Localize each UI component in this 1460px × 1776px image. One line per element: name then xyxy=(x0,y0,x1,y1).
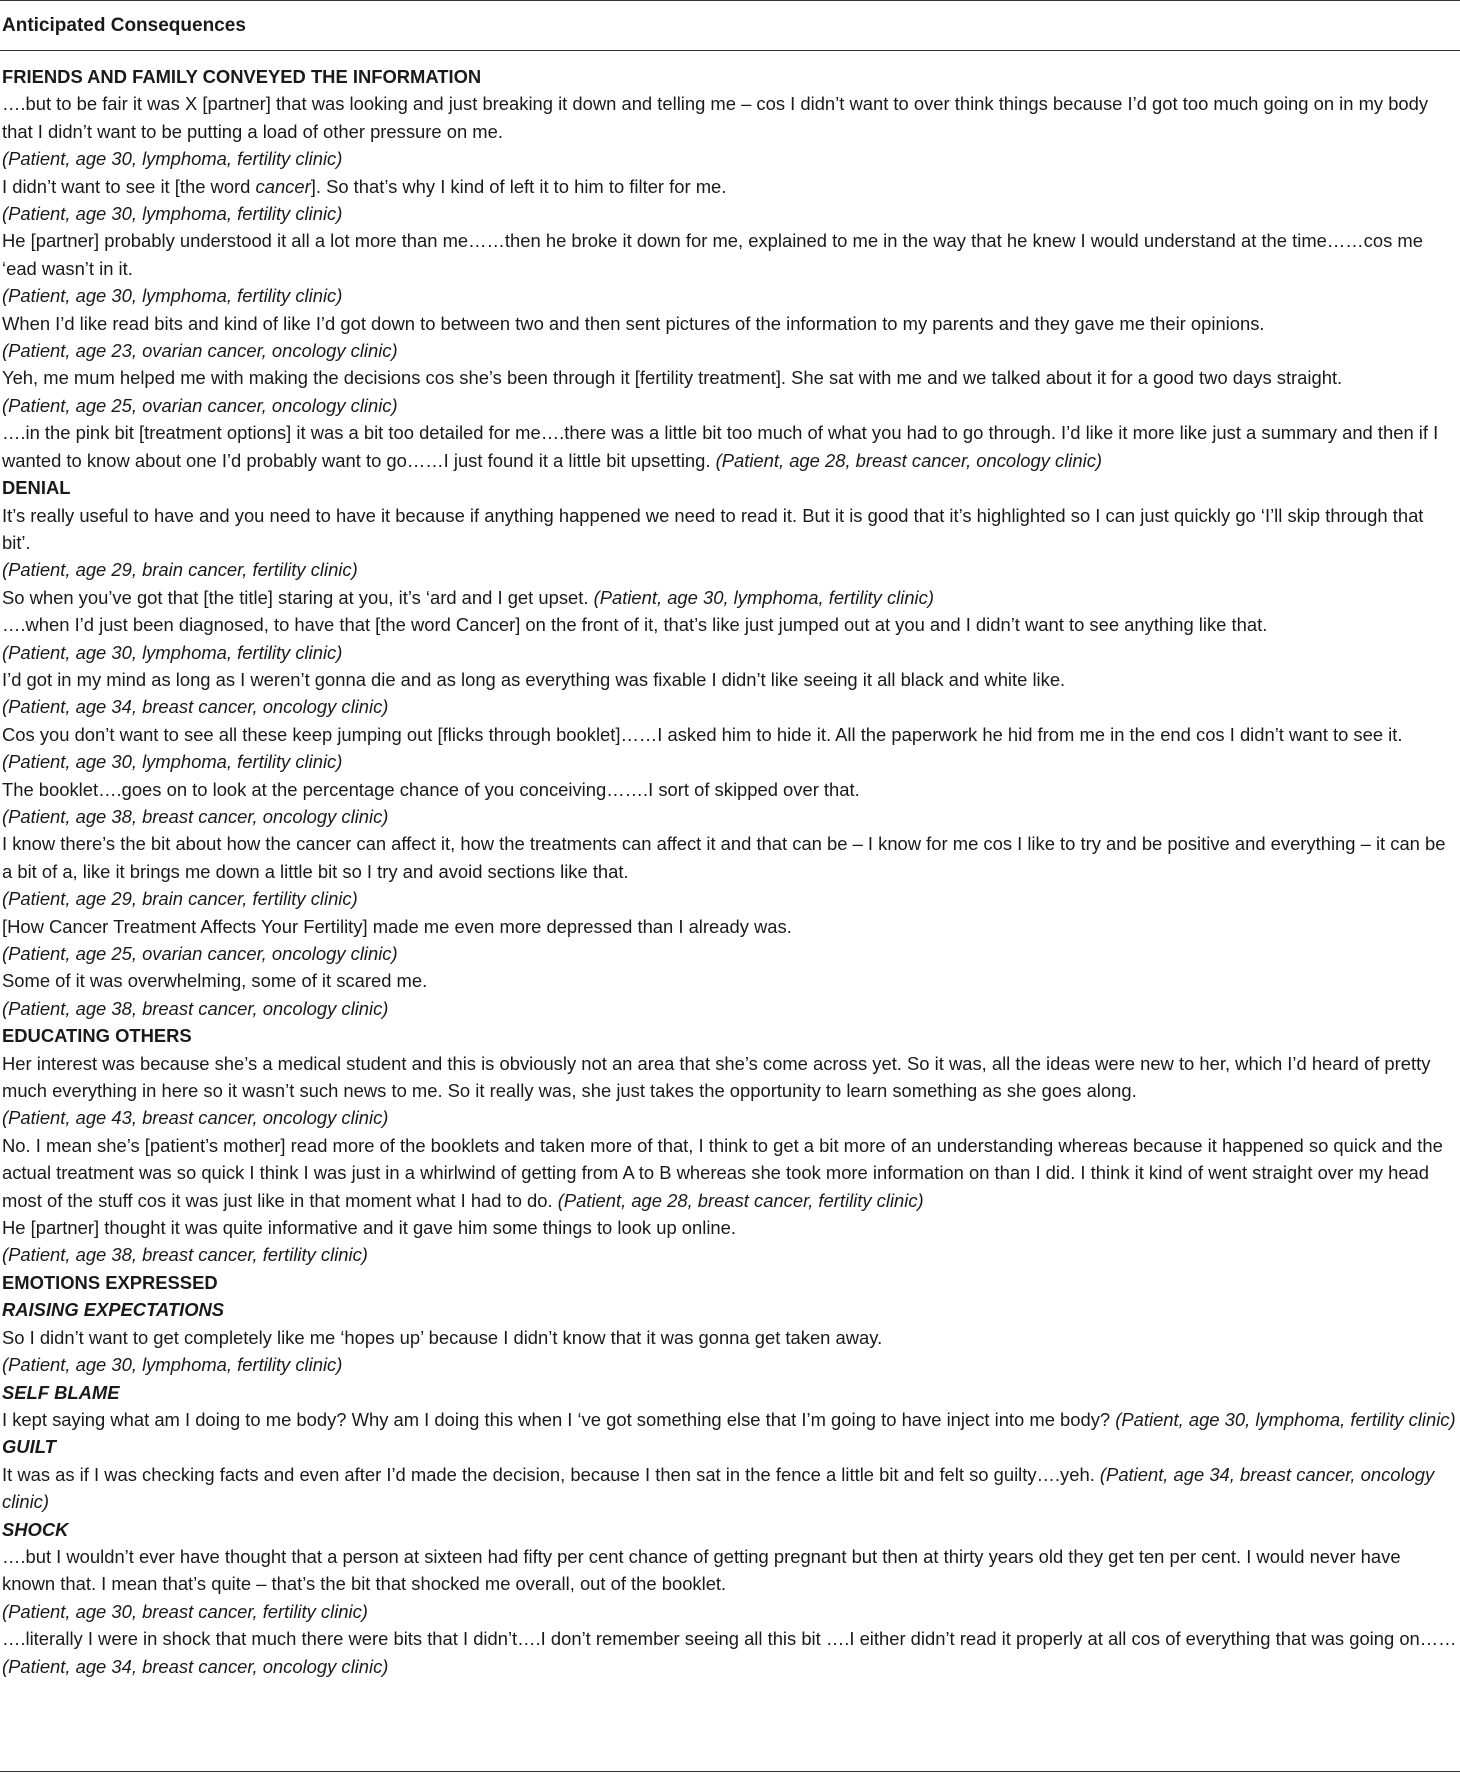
participant-quote: Cos you don’t want to see all these keep jumping out [flicks through booklet]……I asked him to hide it. All the paperwork he hid from me in the end cos I didn’t want to see it. xyxy=(2,723,1403,745)
quote-citation: (Patient, age 30, breast cancer, fertility clinic) xyxy=(2,1600,368,1622)
table-title: Anticipated Consequences xyxy=(2,15,246,36)
quote-citation: (Patient, age 30, lymphoma, fertility clinic) xyxy=(2,285,343,307)
quote-citation: (Patient, age 29, brain cancer, fertility clinic) xyxy=(2,559,358,581)
participant-quote: I’d got in my mind as long as I weren’t gonna die and as long as everything was fixable I didn’t like seeing it all black and white like. xyxy=(2,668,1066,690)
theme-heading: FRIENDS AND FAMILY CONVEYED THE INFORMATION xyxy=(2,66,482,87)
quote-text: I kept saying what am I doing to me body? Why am I doing this when I ‘ve got something else that I’m going to have inject into me body? xyxy=(2,1408,1116,1430)
quote-text: ….in the pink bit [treatment options] it was a bit too detailed for me….there was a little bit too much of what you had to go through. I’d like it more like just a summary and then if I wanted to know about one I’d probably want to go……I just found it a little bit upsetting. xyxy=(2,422,1439,471)
participant-quote xyxy=(2,419,1457,474)
participant-quote: He [partner] thought it was quite informative and it gave him some things to look up online. xyxy=(2,1217,736,1239)
participant-quote: ….but I wouldn’t ever have thought that a person at sixteen had fifty per cent chance of getting pregnant but then at thirty years old they get ten per cent. I would never have known that. I mean that’s quite – that’s the bit that shocked me overall, out of the booklet. xyxy=(2,1545,1401,1595)
participant-quote xyxy=(2,584,1457,611)
quote-citation: (Patient, age 30, lymphoma, fertility clinic) xyxy=(593,586,934,608)
participant-quote: Her interest was because she’s a medical student and this is obviously not an area that she’s come across yet. So it was, all the ideas were new to her, which I’d heard of pretty much everything in here so it wasn’t such news to me. So it really was, she just takes the opportunity to learn something as she goes along. xyxy=(2,1052,1431,1102)
emphasized-word: cancer xyxy=(255,175,311,197)
quote-citation: (Patient, age 30, lymphoma, fertility clinic) xyxy=(2,203,343,225)
quote-citation: (Patient, age 30, lymphoma, fertility clinic) xyxy=(2,1354,343,1376)
quote-citation: (Patient, age 28, breast cancer, fertility clinic) xyxy=(557,1189,924,1211)
quote-text: I didn’t want to see it [the word xyxy=(2,175,256,197)
subtheme-heading: SHOCK xyxy=(2,1518,69,1540)
participant-quote: ….when I’d just been diagnosed, to have that [the word Cancer] on the front of it, that’s like just jumped out at you and I didn’t want to see anything like that. xyxy=(2,614,1268,636)
quote-citation: (Patient, age 34, breast cancer, oncology clinic) xyxy=(2,696,389,718)
theme-heading: EDUCATING OTHERS xyxy=(2,1025,192,1047)
quote-citation: (Patient, age 28, breast cancer, oncology clinic) xyxy=(715,449,1103,471)
quote-citation: (Patient, age 38, breast cancer, oncology clinic) xyxy=(2,997,389,1019)
quote-citation: (Patient, age 29, brain cancer, fertility clinic) xyxy=(2,888,358,910)
participant-quote: He [partner] probably understood it all a lot more than me……then he broke it down for me, explained to me in the way that he knew I would understand at the time……cos me ‘ead wasn’t in it. xyxy=(2,230,1423,279)
quote-text: No. I mean she’s [patient’s mother] read more of the booklets and taken more of that, I think to get a bit more of an understanding whereas because it happened so quick and the actual treatment was so quick I think I was just in a whirlwind of getting from A to B whereas she took more information on than I did. I think it kind of went straight over my head most of the stuff cos it was just like in that moment what I had to do. xyxy=(2,1134,1443,1211)
table-top-rule xyxy=(0,0,1460,1)
participant-quote: When I’d like read bits and kind of like I’d got down to between two and then sent pictures of the information to my parents and they gave me their opinions. xyxy=(2,312,1265,334)
quote-citation: (Patient, age 38, breast cancer, oncology clinic) xyxy=(2,805,389,827)
participant-quote: It’s really useful to have and you need to have it because if anything happened we need to read it. But it is good that it’s highlighted so I can just quickly go ‘I’ll skip through that bit’. xyxy=(2,504,1424,553)
participant-quote: So I didn’t want to get completely like me ‘hopes up’ because I didn’t know that it was gonna get taken away. xyxy=(2,1326,883,1348)
quote-citation: (Patient, age 30, lymphoma, fertility clinic) xyxy=(1115,1408,1456,1430)
table-body xyxy=(2,63,1457,1680)
participant-quote: I know there’s the bit about how the cancer can affect it, how the treatments can affect it and that can be – I know for me cos I like to try and be positive and everything – it can be a bit of a, like it brings me down a little bit so I try and avoid sections like that. xyxy=(2,833,1446,882)
quote-text: So when you’ve got that [the title] staring at you, it’s ‘ard and I get upset. xyxy=(2,586,594,608)
participant-quote xyxy=(2,1461,1457,1516)
participant-quote xyxy=(2,173,1457,200)
quote-citation: (Patient, age 30, lymphoma, fertility clinic) xyxy=(2,641,343,663)
table-header-rule xyxy=(0,50,1460,51)
quote-citation: (Patient, age 30, lymphoma, fertility clinic) xyxy=(2,751,343,773)
quote-text: ]. So that’s why I kind of left it to him to filter for me. xyxy=(310,175,727,197)
subtheme-heading: RAISING EXPECTATIONS xyxy=(2,1299,225,1321)
quote-citation: (Patient, age 25, ovarian cancer, oncology clinic) xyxy=(2,943,398,964)
subtheme-heading: GUILT xyxy=(2,1436,56,1458)
table-bottom-rule xyxy=(0,1771,1460,1772)
quote-citation: (Patient, age 30, lymphoma, fertility clinic) xyxy=(2,148,343,170)
theme-heading: DENIAL xyxy=(2,477,71,499)
quote-citation: (Patient, age 38, breast cancer, fertility clinic) xyxy=(2,1244,368,1266)
participant-quote xyxy=(2,1406,1457,1433)
participant-quote: Some of it was overwhelming, some of it scared me. xyxy=(2,970,428,992)
participant-quote: ….but to be fair it was X [partner] that was looking and just breaking it down and telling me – cos I didn’t want to over think things because I’d got too much going on in my body that I didn’t want to be putting a load of other pressure on me. xyxy=(2,93,1429,142)
participant-quote: [How Cancer Treatment Affects Your Fertility] made me even more depressed than I already was. xyxy=(2,915,792,937)
quote-citation: (Patient, age 34, breast cancer, oncology clinic) xyxy=(2,1463,1435,1513)
participant-quote: The booklet….goes on to look at the percentage chance of you conceiving…….I sort of skipped over that. xyxy=(2,778,860,800)
quote-citation: (Patient, age 43, breast cancer, oncology clinic) xyxy=(2,1107,389,1129)
participant-quote: Yeh, me mum helped me with making the decisions cos she’s been through it [fertility treatment]. She sat with me and we talked about it for a good two days straight. xyxy=(2,367,1343,389)
participant-quote: ….literally I were in shock that much there were bits that I didn’t….I don’t remember seeing all this bit ….I either didn’t read it properly at all cos of everything that was going on…… xyxy=(2,1628,1457,1650)
subtheme-heading: SELF BLAME xyxy=(2,1381,120,1403)
quote-text: It was as if I was checking facts and even after I’d made the decision, because I then sat in the fence a little bit and felt so guilty….yeh. xyxy=(2,1463,1100,1485)
quote-citation: (Patient, age 25, ovarian cancer, oncology clinic) xyxy=(2,394,398,416)
theme-heading: EMOTIONS EXPRESSED xyxy=(2,1271,218,1293)
participant-quote xyxy=(2,1132,1457,1214)
quote-citation: (Patient, age 23, ovarian cancer, oncology clinic) xyxy=(2,340,398,362)
quote-citation: (Patient, age 34, breast cancer, oncology clinic) xyxy=(2,1655,389,1677)
